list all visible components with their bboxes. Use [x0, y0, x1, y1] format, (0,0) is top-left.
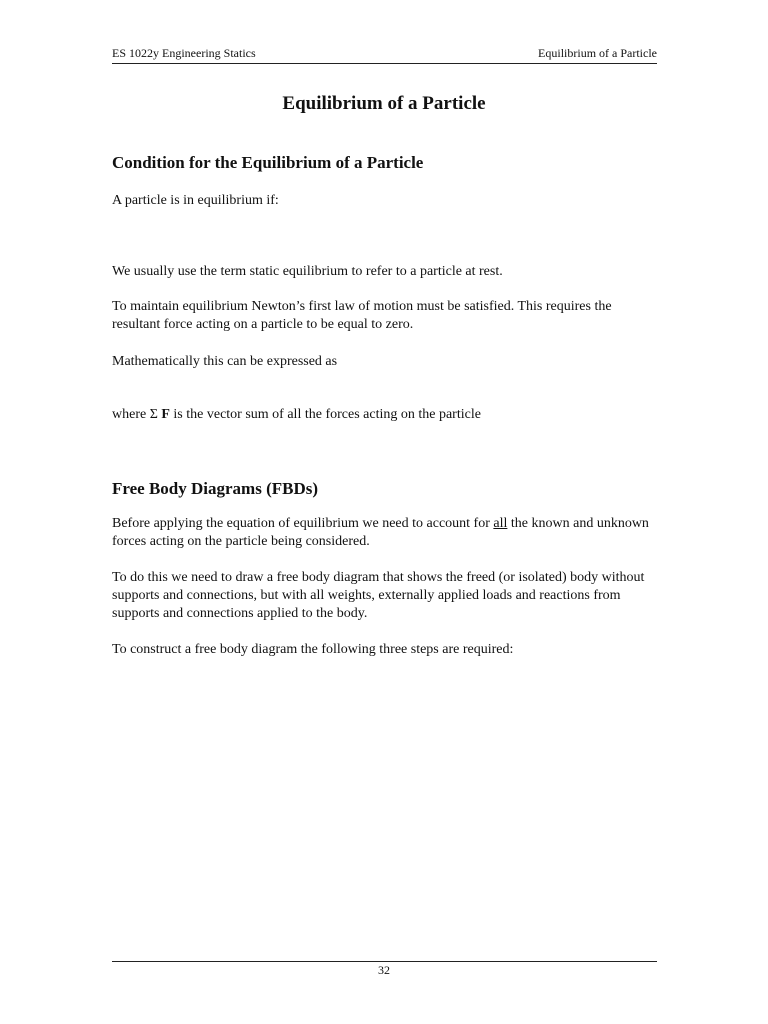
- paragraph-draw-fbd: To do this we need to draw a free body diagram that shows the freed (or isolated) body without supports and connections, but with all weights, externally applied loads and reactions from supports and connections applied to the body.: [112, 570, 645, 621]
- page-title: Equilibrium of a Particle: [282, 93, 486, 114]
- paragraph-three-steps: To construct a free body diagram the following three steps are required:: [112, 642, 514, 657]
- paragraph-newtons-first-law: To maintain equilibrium Newton’s first law of motion must be satisfied. This requires the resultant force acting on a particle to be equal to zero.: [112, 299, 612, 332]
- running-header: [112, 45, 657, 64]
- paragraph-account-for-forces: [112, 515, 657, 551]
- section-heading-equilibrium-condition: Condition for the Equilibrium of a Particle: [112, 153, 424, 172]
- section-heading-free-body-diagrams: Free Body Diagrams (FBDs): [112, 479, 319, 498]
- paragraph-vector-sum: [112, 406, 657, 424]
- vector-sum-suffix: is the vector sum of all the forces acting on the particle: [169, 407, 481, 422]
- footer-rule: [112, 961, 657, 962]
- force-vector-symbol: F: [161, 407, 170, 422]
- account-forces-prefix: Before applying the equation of equilibrium we need to account for: [112, 516, 494, 531]
- vector-sum-prefix: where Σ: [112, 407, 162, 422]
- account-forces-suffix: the known and unknown forces acting on the particle being considered.: [112, 516, 649, 549]
- paragraph-static-equilibrium: We usually use the term static equilibrium to refer to a particle at rest.: [112, 264, 503, 279]
- header-chapter-title: Equilibrium of a Particle: [538, 46, 657, 60]
- header-course-title: ES 1022y Engineering Statics: [112, 46, 256, 60]
- emphasis-all: all: [493, 516, 508, 531]
- paragraph-mathematically: Mathematically this can be expressed as: [112, 354, 338, 369]
- page-number: 32: [378, 963, 390, 977]
- paragraph-equilibrium-if: A particle is in equilibrium if:: [112, 193, 279, 208]
